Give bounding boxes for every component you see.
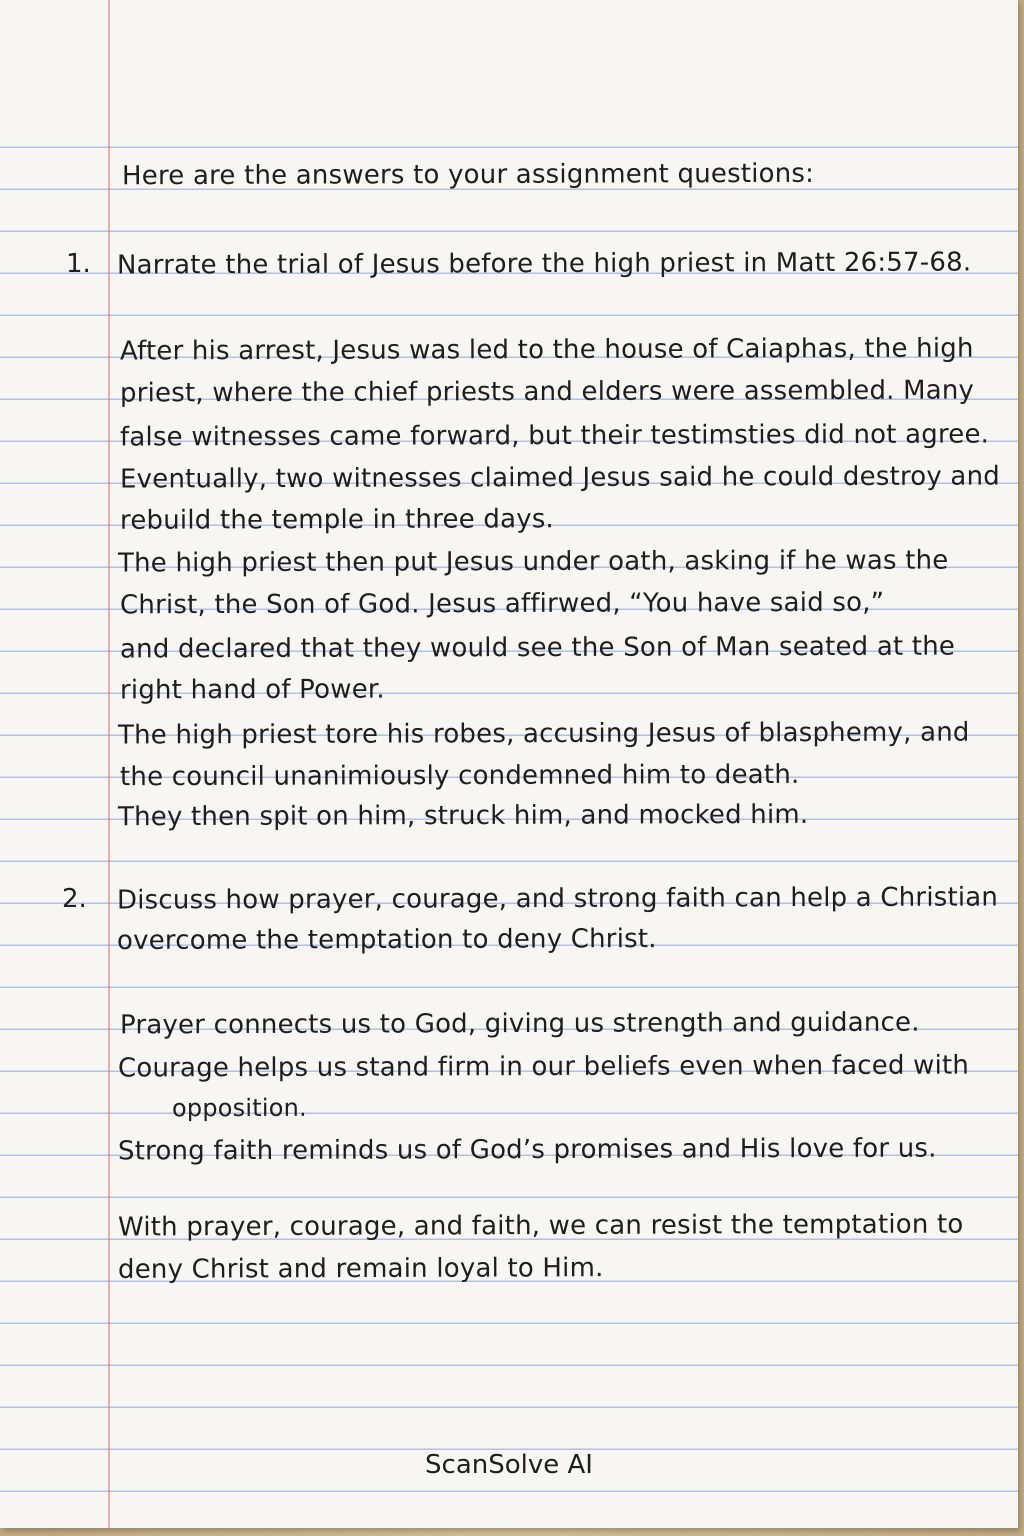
- answer-1-line: priest, where the chief priests and elders were assembled. Many: [119, 375, 975, 409]
- answer-1-line: rebuild the temple in three days.: [119, 504, 555, 536]
- footer-signature: ScanSolve AI: [425, 1450, 593, 1480]
- conclusion-line: With prayer, courage, and faith, we can resist the temptation to: [117, 1209, 964, 1243]
- answer-1-line: and declared that they would see the Son of Man seated at the: [119, 631, 956, 665]
- answer-1-line: The high priest then put Jesus under oath, asking if he was the: [117, 545, 949, 579]
- answer-1-line: They then spit on him, struck him, and mocked him.: [117, 799, 809, 833]
- question-1-text: Narrate the trial of Jesus before the high priest in Matt 26:57-68.: [116, 247, 972, 281]
- page-header-area: [0, 0, 1018, 106]
- answer-1-line: After his arrest, Jesus was led to the house of Caiaphas, the high: [119, 333, 974, 367]
- answer-1-line: right hand of Power.: [119, 674, 385, 706]
- question-2-number: 2.: [62, 884, 87, 914]
- answer-1-line: The high priest tore his robes, accusing Jesus of blasphemy, and: [117, 717, 970, 751]
- question-1-number: 1.: [66, 249, 91, 279]
- answer-2-line: Strong faith reminds us of God’s promises and His love for us.: [117, 1133, 937, 1167]
- question-2-text: Discuss how prayer, courage, and strong faith can help a Christian: [116, 882, 999, 916]
- answer-1-line: the council unanimiously condemned him to death.: [119, 759, 800, 793]
- intro-text: Here are the answers to your assignment questions:: [121, 158, 815, 192]
- margin-line: [108, 0, 110, 1528]
- answer-2-line: Courage helps us stand firm in our beliefs even when faced with: [117, 1050, 970, 1084]
- conclusion-line: deny Christ and remain loyal to Him.: [117, 1253, 604, 1285]
- answer-2-line: Prayer connects us to God, giving us strength and guidance.: [119, 1007, 920, 1041]
- question-2-text: overcome the temptation to deny Christ.: [116, 924, 657, 956]
- answer-1-line: Eventually, two witnesses claimed Jesus said he could destroy and: [119, 461, 1000, 495]
- answer-2-line: opposition.: [171, 1093, 307, 1123]
- answer-1-line: false witnesses came forward, but their testimsties did not agree.: [119, 419, 990, 453]
- answer-1-line: Christ, the Son of God. Jesus affirwed, “You have said so,”: [119, 587, 885, 621]
